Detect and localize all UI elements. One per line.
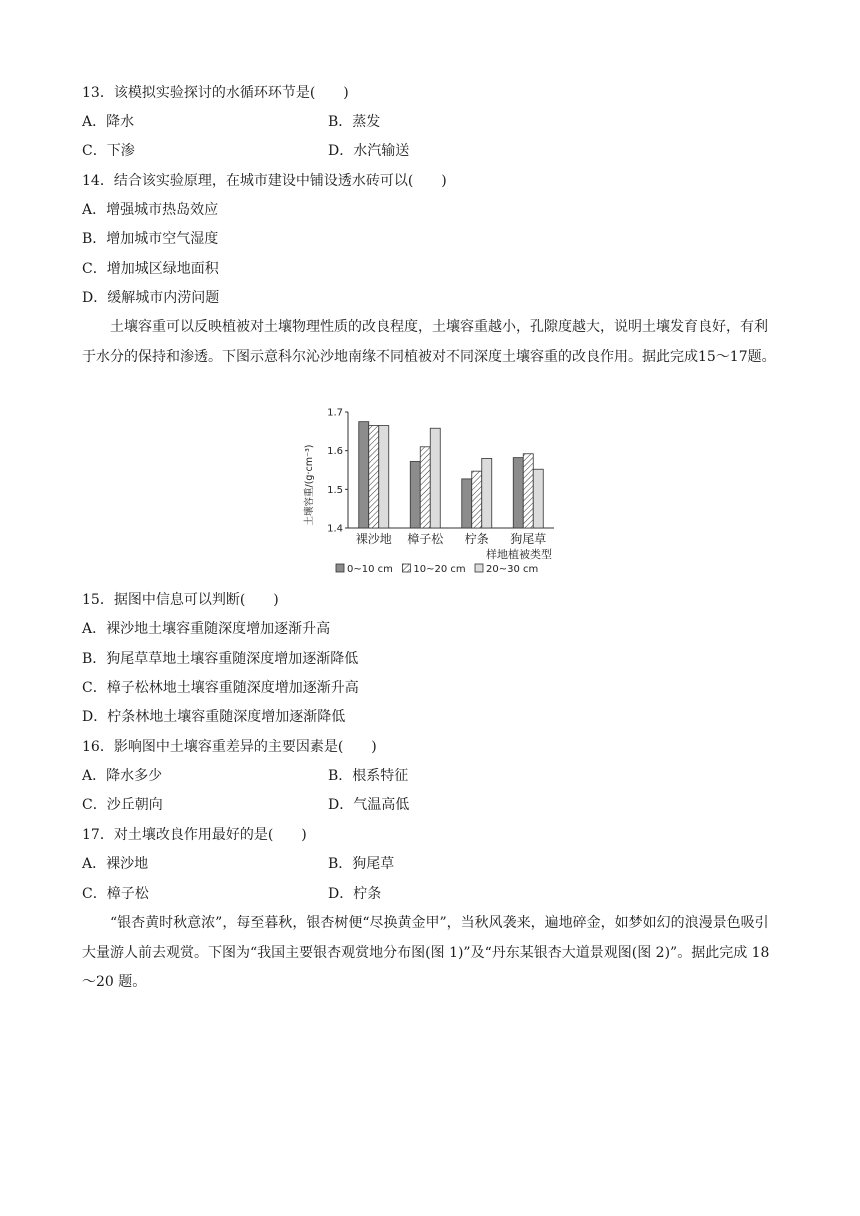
y-tick-label: 1.4: [327, 523, 343, 535]
bar-1-0: [410, 461, 420, 528]
bar-2-0: [462, 479, 472, 528]
legend-swatch-2: [475, 564, 483, 572]
q15-option-b[interactable]: B．狗尾草草地土壤容重随深度增加逐渐降低: [82, 651, 359, 667]
legend-swatch-0: [336, 564, 344, 572]
q16-option-c[interactable]: C．沙丘朝向: [82, 797, 163, 813]
q14-stem: 14．结合该实验原理，在城市建设中铺设透水砖可以( ): [82, 173, 447, 189]
q15-option-a[interactable]: A．裸沙地土壤容重随深度增加逐渐升高: [82, 621, 331, 637]
bar-3-0: [513, 458, 523, 528]
x-tick-label: 狗尾草: [510, 532, 547, 546]
bar-0-2: [379, 426, 389, 528]
q13-stem: 13．该模拟实验探讨的水循环环节是( ): [82, 85, 349, 101]
x-tick-label: 樟子松: [407, 532, 444, 546]
q16-option-d[interactable]: D．气温高低: [328, 797, 410, 813]
legend-label-0: 0~10 cm: [347, 564, 393, 575]
q13-option-a[interactable]: A．降水: [82, 114, 135, 130]
q16-option-a[interactable]: A．降水多少: [82, 768, 163, 784]
x-tick-label: 柠条: [464, 532, 489, 546]
y-tick-label: 1.6: [327, 446, 343, 458]
q17-option-c[interactable]: C．樟子松: [82, 886, 149, 902]
passage-soil-density: 土壤容重可以反映植被对土壤物理性质的改良程度，土壤容重越小，孔隙度越大，说明土壤发育良好，有利于水分的保持和渗透。下图示意科尔沁沙地南缘不同植被对不同深度土壤容重的改良作用。据此完成15～17题。: [82, 319, 776, 365]
q14-option-b[interactable]: B．增加城市空气湿度: [82, 231, 219, 247]
x-axis-title: 样地植被类型: [486, 548, 552, 561]
bar-0-0: [359, 422, 369, 528]
q15-option-d[interactable]: D．柠条林地土壤容重随深度增加逐渐降低: [82, 709, 346, 725]
bar-3-2: [533, 469, 543, 528]
q14-option-d[interactable]: D．缓解城市内涝问题: [82, 290, 220, 306]
q17-stem: 17．对土壤改良作用最好的是( ): [82, 827, 307, 843]
q13-option-c[interactable]: C．下渗: [82, 143, 135, 159]
q14-option-c[interactable]: C．增加城区绿地面积: [82, 261, 219, 277]
bar-0-1: [369, 426, 379, 528]
bar-2-1: [472, 471, 482, 528]
q15-stem: 15．据图中信息可以判断( ): [82, 592, 279, 608]
q17-option-a[interactable]: A．裸沙地: [82, 856, 149, 872]
q16-option-b[interactable]: B．根系特征: [328, 768, 409, 784]
q17-option-d[interactable]: D．柠条: [328, 886, 382, 902]
y-axis-label: 土壤容重/(g·cm⁻³): [304, 444, 315, 526]
bar-3-1: [523, 454, 533, 528]
y-tick-label: 1.5: [327, 484, 343, 496]
q13-option-b[interactable]: B．蒸发: [328, 114, 381, 130]
q16-stem: 16．影响图中土壤容重差异的主要因素是( ): [82, 739, 377, 755]
q13-option-d[interactable]: D．水汽输送: [328, 143, 410, 159]
bar-1-2: [430, 428, 440, 528]
q17-option-b[interactable]: B．狗尾草: [328, 856, 395, 872]
y-tick-label: 1.7: [327, 407, 343, 419]
q14-option-a[interactable]: A．增强城市热岛效应: [82, 202, 219, 218]
bar-2-2: [482, 458, 492, 528]
soil-density-bar-chart: [296, 400, 566, 582]
legend-label-2: 20~30 cm: [486, 564, 539, 575]
q15-option-c[interactable]: C．樟子松林地土壤容重随深度增加逐渐升高: [82, 680, 359, 696]
legend-label-1: 10~20 cm: [413, 564, 466, 575]
x-tick-label: 裸沙地: [355, 532, 392, 546]
legend-swatch-1: [402, 564, 410, 572]
bar-1-1: [420, 447, 430, 528]
passage-ginkgo: “银杏黄时秋意浓”，每至暮秋，银杏树便“尽换黄金甲”，当秋风袭来，遍地碎金，如梦如幻的浪漫景色吸引大量游人前去观赏。下图为“我国主要银杏观赏地分布图(图 1)”及“丹东某银杏大道景观图(图 2)”。据此完成 18～20 题。: [82, 915, 770, 990]
